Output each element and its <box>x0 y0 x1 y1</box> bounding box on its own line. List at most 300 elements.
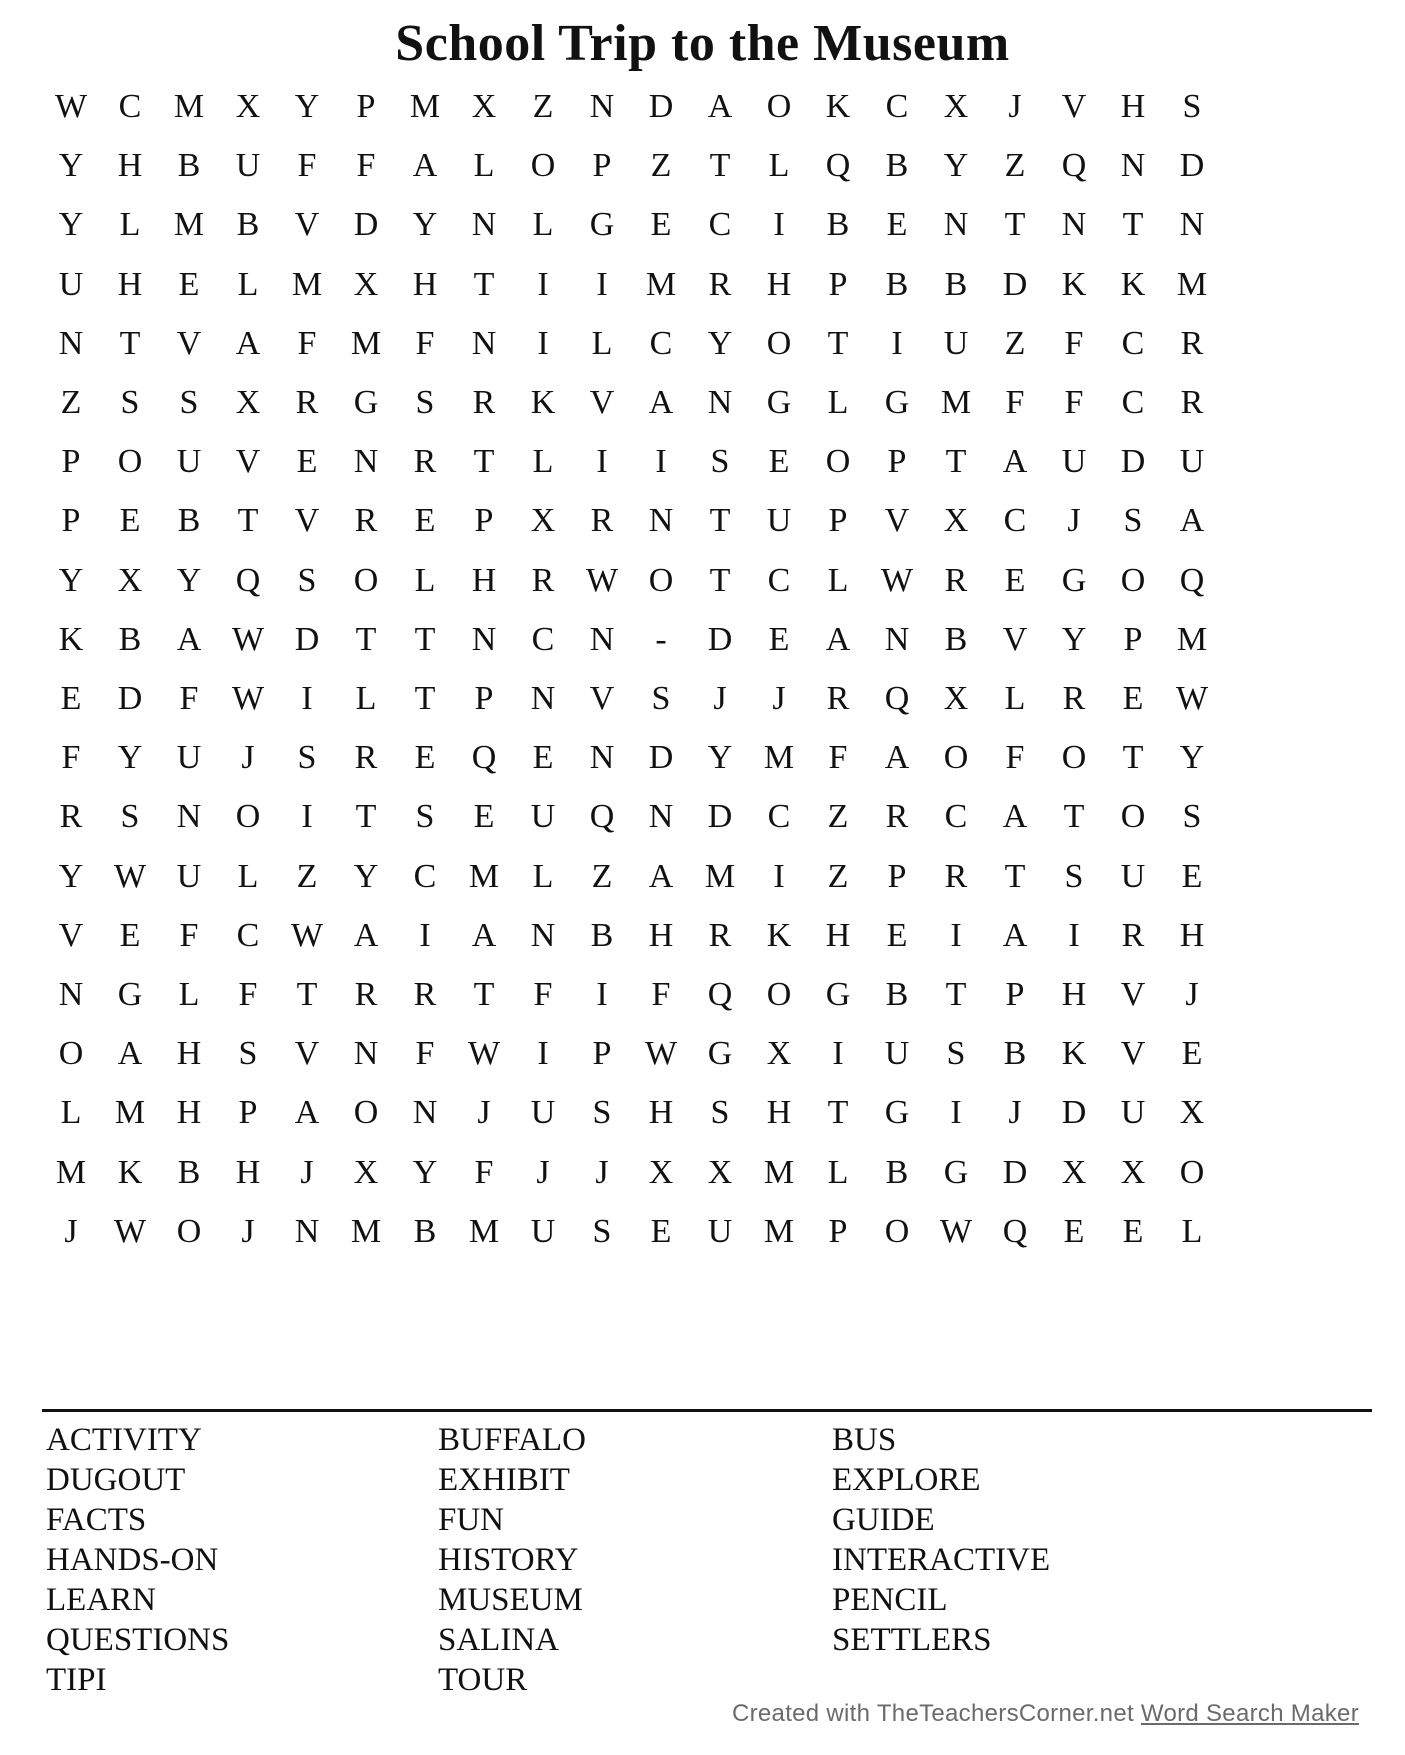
grid-letter[interactable]: V <box>1002 620 1028 658</box>
grid-letter[interactable]: E <box>1122 1212 1144 1250</box>
grid-letter[interactable]: B <box>885 1153 909 1191</box>
grid-letter[interactable]: Q <box>1061 147 1087 185</box>
grid-letter[interactable]: N <box>884 620 910 658</box>
grid-letter[interactable]: N <box>707 384 733 421</box>
grid-letter[interactable]: H <box>648 916 674 954</box>
grid-letter[interactable]: O <box>117 443 143 481</box>
grid-letter[interactable]: E <box>1063 1212 1085 1250</box>
grid-letter[interactable]: X <box>235 88 261 125</box>
grid-letter[interactable]: L <box>60 1094 82 1132</box>
grid-letter[interactable]: W <box>939 1212 973 1250</box>
grid-letter[interactable]: O <box>1120 798 1146 836</box>
grid-letter[interactable]: D <box>353 206 379 244</box>
grid-letter[interactable]: E <box>886 916 908 954</box>
grid-letter[interactable]: X <box>1179 1094 1205 1132</box>
grid-letter[interactable]: E <box>1122 680 1144 717</box>
grid-letter[interactable]: I <box>832 1035 844 1073</box>
grid-letter[interactable]: V <box>589 384 615 421</box>
grid-letter[interactable]: H <box>1061 976 1087 1013</box>
grid-letter[interactable]: A <box>294 1094 320 1132</box>
grid-letter[interactable]: N <box>471 620 497 658</box>
grid-letter[interactable]: T <box>473 265 495 303</box>
grid-letter[interactable]: S <box>179 384 199 421</box>
grid-letter[interactable]: O <box>176 1212 202 1250</box>
grid-letter[interactable]: L <box>119 206 141 244</box>
grid-letter[interactable]: P <box>238 1094 258 1132</box>
grid-letter[interactable]: X <box>235 384 261 421</box>
grid-letter[interactable]: E <box>886 206 908 244</box>
grid-letter[interactable]: D <box>1179 147 1205 185</box>
grid-letter[interactable]: E <box>178 265 200 303</box>
grid-letter[interactable]: T <box>237 502 259 540</box>
grid-letter[interactable]: K <box>58 620 84 658</box>
grid-letter[interactable]: T <box>414 620 436 658</box>
grid-letter[interactable]: Z <box>532 88 554 125</box>
grid-letter[interactable]: G <box>884 384 910 421</box>
grid-letter[interactable]: J <box>772 680 786 717</box>
grid-letter[interactable]: X <box>353 1153 379 1191</box>
grid-letter[interactable]: E <box>1181 857 1203 895</box>
grid-letter[interactable]: G <box>766 384 792 421</box>
grid-letter[interactable]: N <box>58 324 84 362</box>
grid-letter[interactable]: L <box>237 265 259 303</box>
grid-letter[interactable]: Z <box>1004 147 1026 185</box>
grid-letter[interactable]: S <box>415 384 435 421</box>
grid-letter[interactable]: B <box>177 147 201 185</box>
grid-letter[interactable]: G <box>117 976 143 1013</box>
grid-letter[interactable]: C <box>885 88 909 125</box>
grid-letter[interactable]: X <box>766 1035 792 1073</box>
grid-letter[interactable]: B <box>236 206 260 244</box>
grid-letter[interactable]: T <box>414 680 436 717</box>
grid-letter[interactable]: E <box>414 739 436 777</box>
grid-letter[interactable]: T <box>119 324 141 362</box>
grid-letter[interactable]: F <box>651 976 671 1013</box>
grid-letter[interactable]: S <box>297 739 317 777</box>
grid-letter[interactable]: C <box>1003 502 1027 540</box>
grid-letter[interactable]: N <box>412 1094 438 1132</box>
grid-letter[interactable]: G <box>884 1094 910 1132</box>
grid-letter[interactable]: A <box>471 916 497 954</box>
grid-letter[interactable]: F <box>179 680 199 717</box>
grid-letter[interactable]: M <box>468 857 500 895</box>
grid-letter[interactable]: Z <box>296 857 318 895</box>
grid-letter[interactable]: E <box>119 502 141 540</box>
grid-letter[interactable]: A <box>353 916 379 954</box>
grid-letter[interactable]: N <box>353 1035 379 1073</box>
grid-letter[interactable]: M <box>468 1212 500 1250</box>
grid-letter[interactable]: J <box>241 739 255 777</box>
grid-letter[interactable]: L <box>768 147 790 185</box>
grid-letter[interactable]: F <box>474 1153 494 1191</box>
grid-letter[interactable]: Q <box>471 739 497 777</box>
grid-letter[interactable]: Y <box>1061 620 1087 658</box>
grid-letter[interactable]: B <box>885 976 909 1013</box>
grid-letter[interactable]: R <box>590 502 614 540</box>
grid-letter[interactable]: N <box>1120 147 1146 185</box>
grid-letter[interactable]: T <box>709 147 731 185</box>
grid-letter[interactable]: T <box>827 1094 849 1132</box>
grid-letter[interactable]: Y <box>412 206 438 244</box>
grid-letter[interactable]: J <box>477 1094 491 1132</box>
grid-letter[interactable]: C <box>413 857 437 895</box>
grid-letter[interactable]: H <box>117 265 143 303</box>
grid-letter[interactable]: J <box>300 1153 314 1191</box>
grid-letter[interactable]: F <box>415 1035 435 1073</box>
grid-letter[interactable]: A <box>176 620 202 658</box>
grid-letter[interactable]: N <box>1179 206 1205 244</box>
grid-letter[interactable]: I <box>655 443 667 481</box>
grid-letter[interactable]: L <box>827 561 849 599</box>
grid-letter[interactable]: D <box>1002 265 1028 303</box>
grid-letter[interactable]: T <box>296 976 318 1013</box>
grid-letter[interactable]: E <box>296 443 318 481</box>
grid-letter[interactable]: U <box>943 324 969 362</box>
grid-letter[interactable]: F <box>179 916 199 954</box>
grid-letter[interactable]: V <box>176 324 202 362</box>
grid-letter[interactable]: M <box>704 857 736 895</box>
grid-letter[interactable]: Y <box>1179 739 1205 777</box>
grid-letter[interactable]: M <box>350 1212 382 1250</box>
grid-letter[interactable]: D <box>294 620 320 658</box>
grid-letter[interactable]: P <box>1123 620 1143 658</box>
grid-letter[interactable]: N <box>530 680 556 717</box>
grid-letter[interactable]: S <box>710 443 730 481</box>
grid-letter[interactable]: W <box>290 916 324 954</box>
grid-letter[interactable]: F <box>238 976 258 1013</box>
grid-letter[interactable]: N <box>589 620 615 658</box>
grid-letter[interactable]: H <box>648 1094 674 1132</box>
grid-letter[interactable]: F <box>356 147 376 185</box>
grid-letter[interactable]: V <box>235 443 261 481</box>
grid-letter[interactable]: L <box>532 443 554 481</box>
grid-letter[interactable]: L <box>827 1153 849 1191</box>
grid-letter[interactable]: D <box>1002 1153 1028 1191</box>
grid-letter[interactable]: D <box>707 798 733 836</box>
grid-letter[interactable]: L <box>473 147 495 185</box>
grid-letter[interactable]: Z <box>827 857 849 895</box>
grid-letter[interactable]: I <box>773 206 785 244</box>
grid-letter[interactable]: V <box>589 680 615 717</box>
grid-letter[interactable]: W <box>467 1035 501 1073</box>
grid-letter[interactable]: I <box>301 798 313 836</box>
grid-letter[interactable]: F <box>297 324 317 362</box>
grid-letter[interactable]: X <box>707 1153 733 1191</box>
grid-letter[interactable]: R <box>1180 384 1204 421</box>
grid-letter[interactable]: D <box>648 739 674 777</box>
grid-letter[interactable]: H <box>117 147 143 185</box>
grid-letter[interactable]: T <box>473 443 495 481</box>
grid-letter[interactable]: E <box>414 502 436 540</box>
grid-letter[interactable]: Y <box>58 147 84 185</box>
grid-letter[interactable]: R <box>472 384 496 421</box>
grid-letter[interactable]: F <box>1064 384 1084 421</box>
grid-letter[interactable]: E <box>650 206 672 244</box>
grid-letter[interactable]: N <box>294 1212 320 1250</box>
grid-letter[interactable]: M <box>55 1153 87 1191</box>
grid-letter[interactable]: P <box>592 1035 612 1073</box>
grid-letter[interactable]: G <box>825 976 851 1013</box>
grid-letter[interactable]: Q <box>1002 1212 1028 1250</box>
grid-letter[interactable]: C <box>708 206 732 244</box>
grid-letter[interactable]: M <box>940 384 972 421</box>
grid-letter[interactable]: U <box>176 443 202 481</box>
grid-letter[interactable]: S <box>710 1094 730 1132</box>
grid-letter[interactable]: E <box>768 620 790 658</box>
grid-letter[interactable]: U <box>1120 857 1146 895</box>
grid-letter[interactable]: S <box>1182 798 1202 836</box>
grid-letter[interactable]: O <box>1179 1153 1205 1191</box>
grid-letter[interactable]: Z <box>650 147 672 185</box>
grid-letter[interactable]: O <box>353 1094 379 1132</box>
grid-letter[interactable]: Q <box>825 147 851 185</box>
grid-letter[interactable]: A <box>825 620 851 658</box>
grid-letter[interactable]: A <box>648 384 674 421</box>
grid-letter[interactable]: V <box>884 502 910 540</box>
grid-letter[interactable]: P <box>828 265 848 303</box>
grid-letter[interactable]: F <box>1005 384 1025 421</box>
grid-letter[interactable]: T <box>473 976 495 1013</box>
grid-letter[interactable]: S <box>238 1035 258 1073</box>
grid-letter[interactable]: N <box>648 798 674 836</box>
grid-letter[interactable]: J <box>1008 88 1022 125</box>
grid-letter[interactable]: V <box>294 1035 320 1073</box>
grid-letter[interactable]: S <box>592 1094 612 1132</box>
grid-letter[interactable]: R <box>1062 680 1086 717</box>
grid-letter[interactable]: I <box>596 443 608 481</box>
grid-letter[interactable]: M <box>645 265 677 303</box>
grid-letter[interactable]: A <box>1002 916 1028 954</box>
grid-letter[interactable]: T <box>827 324 849 362</box>
grid-letter[interactable]: Q <box>589 798 615 836</box>
grid-letter[interactable]: X <box>353 265 379 303</box>
grid-letter[interactable]: E <box>473 798 495 836</box>
grid-letter[interactable]: I <box>301 680 313 717</box>
grid-letter[interactable]: N <box>1061 206 1087 244</box>
grid-letter[interactable]: J <box>1185 976 1199 1013</box>
grid-letter[interactable]: O <box>825 443 851 481</box>
grid-letter[interactable]: J <box>536 1153 550 1191</box>
grid-letter[interactable]: F <box>297 147 317 185</box>
grid-letter[interactable]: H <box>235 1153 261 1191</box>
grid-letter[interactable]: F <box>415 324 435 362</box>
grid-letter[interactable]: I <box>537 1035 549 1073</box>
grid-letter[interactable]: N <box>530 916 556 954</box>
grid-letter[interactable]: C <box>1121 324 1145 362</box>
grid-letter[interactable]: S <box>592 1212 612 1250</box>
grid-letter[interactable]: G <box>353 384 379 421</box>
grid-letter[interactable]: B <box>944 620 968 658</box>
grid-letter[interactable]: R <box>1121 916 1145 954</box>
grid-letter[interactable]: U <box>530 798 556 836</box>
grid-letter[interactable]: C <box>649 324 673 362</box>
grid-letter[interactable]: R <box>708 916 732 954</box>
grid-letter[interactable]: M <box>409 88 441 125</box>
grid-letter[interactable]: B <box>177 502 201 540</box>
grid-letter[interactable]: T <box>709 561 731 599</box>
grid-letter[interactable]: Y <box>943 147 969 185</box>
grid-letter[interactable]: G <box>707 1035 733 1073</box>
grid-letter[interactable]: U <box>1179 443 1205 481</box>
grid-letter[interactable]: O <box>766 88 792 125</box>
grid-letter[interactable]: K <box>117 1153 143 1191</box>
grid-letter[interactable]: P <box>61 443 81 481</box>
grid-letter[interactable]: M <box>1176 265 1208 303</box>
grid-letter[interactable]: C <box>1121 384 1145 421</box>
grid-letter[interactable]: H <box>471 561 497 599</box>
grid-letter[interactable]: W <box>231 680 265 717</box>
grid-letter[interactable]: V <box>1061 88 1087 125</box>
grid-letter[interactable]: E <box>650 1212 672 1250</box>
grid-letter[interactable]: P <box>592 147 612 185</box>
grid-letter[interactable]: O <box>884 1212 910 1250</box>
grid-letter[interactable]: T <box>1122 739 1144 777</box>
grid-letter[interactable]: M <box>350 324 382 362</box>
grid-letter[interactable]: X <box>530 502 556 540</box>
grid-letter[interactable]: D <box>707 620 733 658</box>
grid-letter[interactable]: I <box>596 265 608 303</box>
grid-letter[interactable]: Y <box>176 561 202 599</box>
grid-letter[interactable]: O <box>1061 739 1087 777</box>
grid-letter[interactable]: O <box>353 561 379 599</box>
grid-letter[interactable]: N <box>589 739 615 777</box>
grid-letter[interactable]: H <box>766 265 792 303</box>
grid-letter[interactable]: U <box>766 502 792 540</box>
grid-letter[interactable]: K <box>530 384 556 421</box>
grid-letter[interactable]: V <box>58 916 84 954</box>
grid-letter[interactable]: O <box>943 739 969 777</box>
grid-letter[interactable]: I <box>596 976 608 1013</box>
grid-letter[interactable]: B <box>413 1212 437 1250</box>
grid-letter[interactable]: C <box>236 916 260 954</box>
grid-letter[interactable]: C <box>767 798 791 836</box>
grid-letter[interactable]: L <box>1004 680 1026 717</box>
grid-letter[interactable]: U <box>530 1094 556 1132</box>
grid-letter[interactable]: R <box>531 561 555 599</box>
grid-letter[interactable]: F <box>1005 739 1025 777</box>
grid-letter[interactable]: U <box>235 147 261 185</box>
grid-letter[interactable]: Y <box>707 739 733 777</box>
grid-letter[interactable]: R <box>1180 324 1204 362</box>
grid-letter[interactable]: Y <box>58 857 84 895</box>
grid-letter[interactable]: D <box>117 680 143 717</box>
grid-letter[interactable]: E <box>768 443 790 481</box>
grid-letter[interactable]: L <box>355 680 377 717</box>
grid-letter[interactable]: Q <box>884 680 910 717</box>
grid-letter[interactable]: C <box>118 88 142 125</box>
grid-letter[interactable]: C <box>944 798 968 836</box>
grid-letter[interactable]: A <box>648 857 674 895</box>
grid-letter[interactable]: Y <box>707 324 733 362</box>
grid-letter[interactable]: J <box>713 680 727 717</box>
grid-letter[interactable]: P <box>356 88 376 125</box>
grid-letter[interactable]: V <box>294 502 320 540</box>
grid-letter[interactable]: O <box>766 324 792 362</box>
grid-letter[interactable]: T <box>1063 798 1085 836</box>
grid-letter[interactable]: S <box>415 798 435 836</box>
grid-letter[interactable]: N <box>176 798 202 836</box>
grid-letter[interactable]: B <box>177 1153 201 1191</box>
grid-letter[interactable]: I <box>950 1094 962 1132</box>
grid-letter[interactable]: F <box>533 976 553 1013</box>
grid-letter[interactable]: T <box>1122 206 1144 244</box>
grid-letter[interactable]: W <box>880 561 914 599</box>
grid-letter[interactable]: A <box>412 147 438 185</box>
grid-letter[interactable]: M <box>173 206 205 244</box>
grid-letter[interactable]: S <box>651 680 671 717</box>
grid-letter[interactable]: H <box>176 1094 202 1132</box>
grid-letter[interactable]: P <box>1005 976 1025 1013</box>
word-search-maker-link[interactable]: Word Search Maker <box>1140 1700 1359 1727</box>
grid-letter[interactable]: S <box>1123 502 1143 540</box>
grid-letter[interactable]: Q <box>1179 561 1205 599</box>
grid-letter[interactable]: Y <box>294 88 320 125</box>
grid-letter[interactable]: O <box>648 561 674 599</box>
grid-letter[interactable]: S <box>120 384 140 421</box>
grid-letter[interactable]: M <box>763 739 795 777</box>
grid-letter[interactable]: P <box>828 502 848 540</box>
grid-letter[interactable]: W <box>231 620 265 658</box>
grid-letter[interactable]: Y <box>58 206 84 244</box>
grid-letter[interactable]: V <box>294 206 320 244</box>
grid-letter[interactable]: B <box>590 916 614 954</box>
grid-letter[interactable]: N <box>353 443 379 481</box>
grid-letter[interactable]: Y <box>412 1153 438 1191</box>
grid-letter[interactable]: L <box>237 857 259 895</box>
grid-letter[interactable]: U <box>707 1212 733 1250</box>
grid-letter[interactable]: D <box>1061 1094 1087 1132</box>
grid-letter[interactable]: O <box>235 798 261 836</box>
grid-letter[interactable]: P <box>828 1212 848 1250</box>
grid-letter[interactable]: I <box>950 916 962 954</box>
grid-letter[interactable]: Q <box>235 561 261 599</box>
grid-letter[interactable]: R <box>354 739 378 777</box>
grid-letter[interactable]: T <box>709 502 731 540</box>
grid-letter[interactable]: N <box>471 324 497 362</box>
grid-letter[interactable]: E <box>60 680 82 717</box>
grid-letter[interactable]: A <box>235 324 261 362</box>
grid-letter[interactable]: N <box>943 206 969 244</box>
grid-letter[interactable]: A <box>1179 502 1205 540</box>
grid-letter[interactable]: C <box>767 561 791 599</box>
grid-letter[interactable]: W <box>644 1035 678 1073</box>
grid-letter[interactable]: L <box>532 857 554 895</box>
grid-letter[interactable]: P <box>887 443 907 481</box>
grid-letter[interactable]: L <box>532 206 554 244</box>
grid-letter[interactable]: M <box>114 1094 146 1132</box>
grid-letter[interactable]: V <box>1120 1035 1146 1073</box>
grid-letter[interactable]: H <box>176 1035 202 1073</box>
grid-letter[interactable]: U <box>1120 1094 1146 1132</box>
grid-letter[interactable]: Z <box>1004 324 1026 362</box>
grid-letter[interactable]: A <box>117 1035 143 1073</box>
grid-letter[interactable]: T <box>1004 206 1026 244</box>
grid-letter[interactable]: U <box>884 1035 910 1073</box>
grid-letter[interactable]: W <box>585 561 619 599</box>
grid-letter[interactable]: S <box>946 1035 966 1073</box>
grid-letter[interactable]: K <box>825 88 851 125</box>
grid-letter[interactable]: X <box>117 561 143 599</box>
grid-letter[interactable]: Z <box>591 857 613 895</box>
grid-letter[interactable]: E <box>532 739 554 777</box>
grid-letter[interactable]: S <box>1182 88 1202 125</box>
grid-letter[interactable]: H <box>412 265 438 303</box>
grid-letter[interactable]: S <box>297 561 317 599</box>
grid-letter[interactable]: Y <box>353 857 379 895</box>
grid-letter[interactable]: N <box>471 206 497 244</box>
grid-letter[interactable]: E <box>1004 561 1026 599</box>
grid-letter[interactable]: - <box>655 620 667 658</box>
